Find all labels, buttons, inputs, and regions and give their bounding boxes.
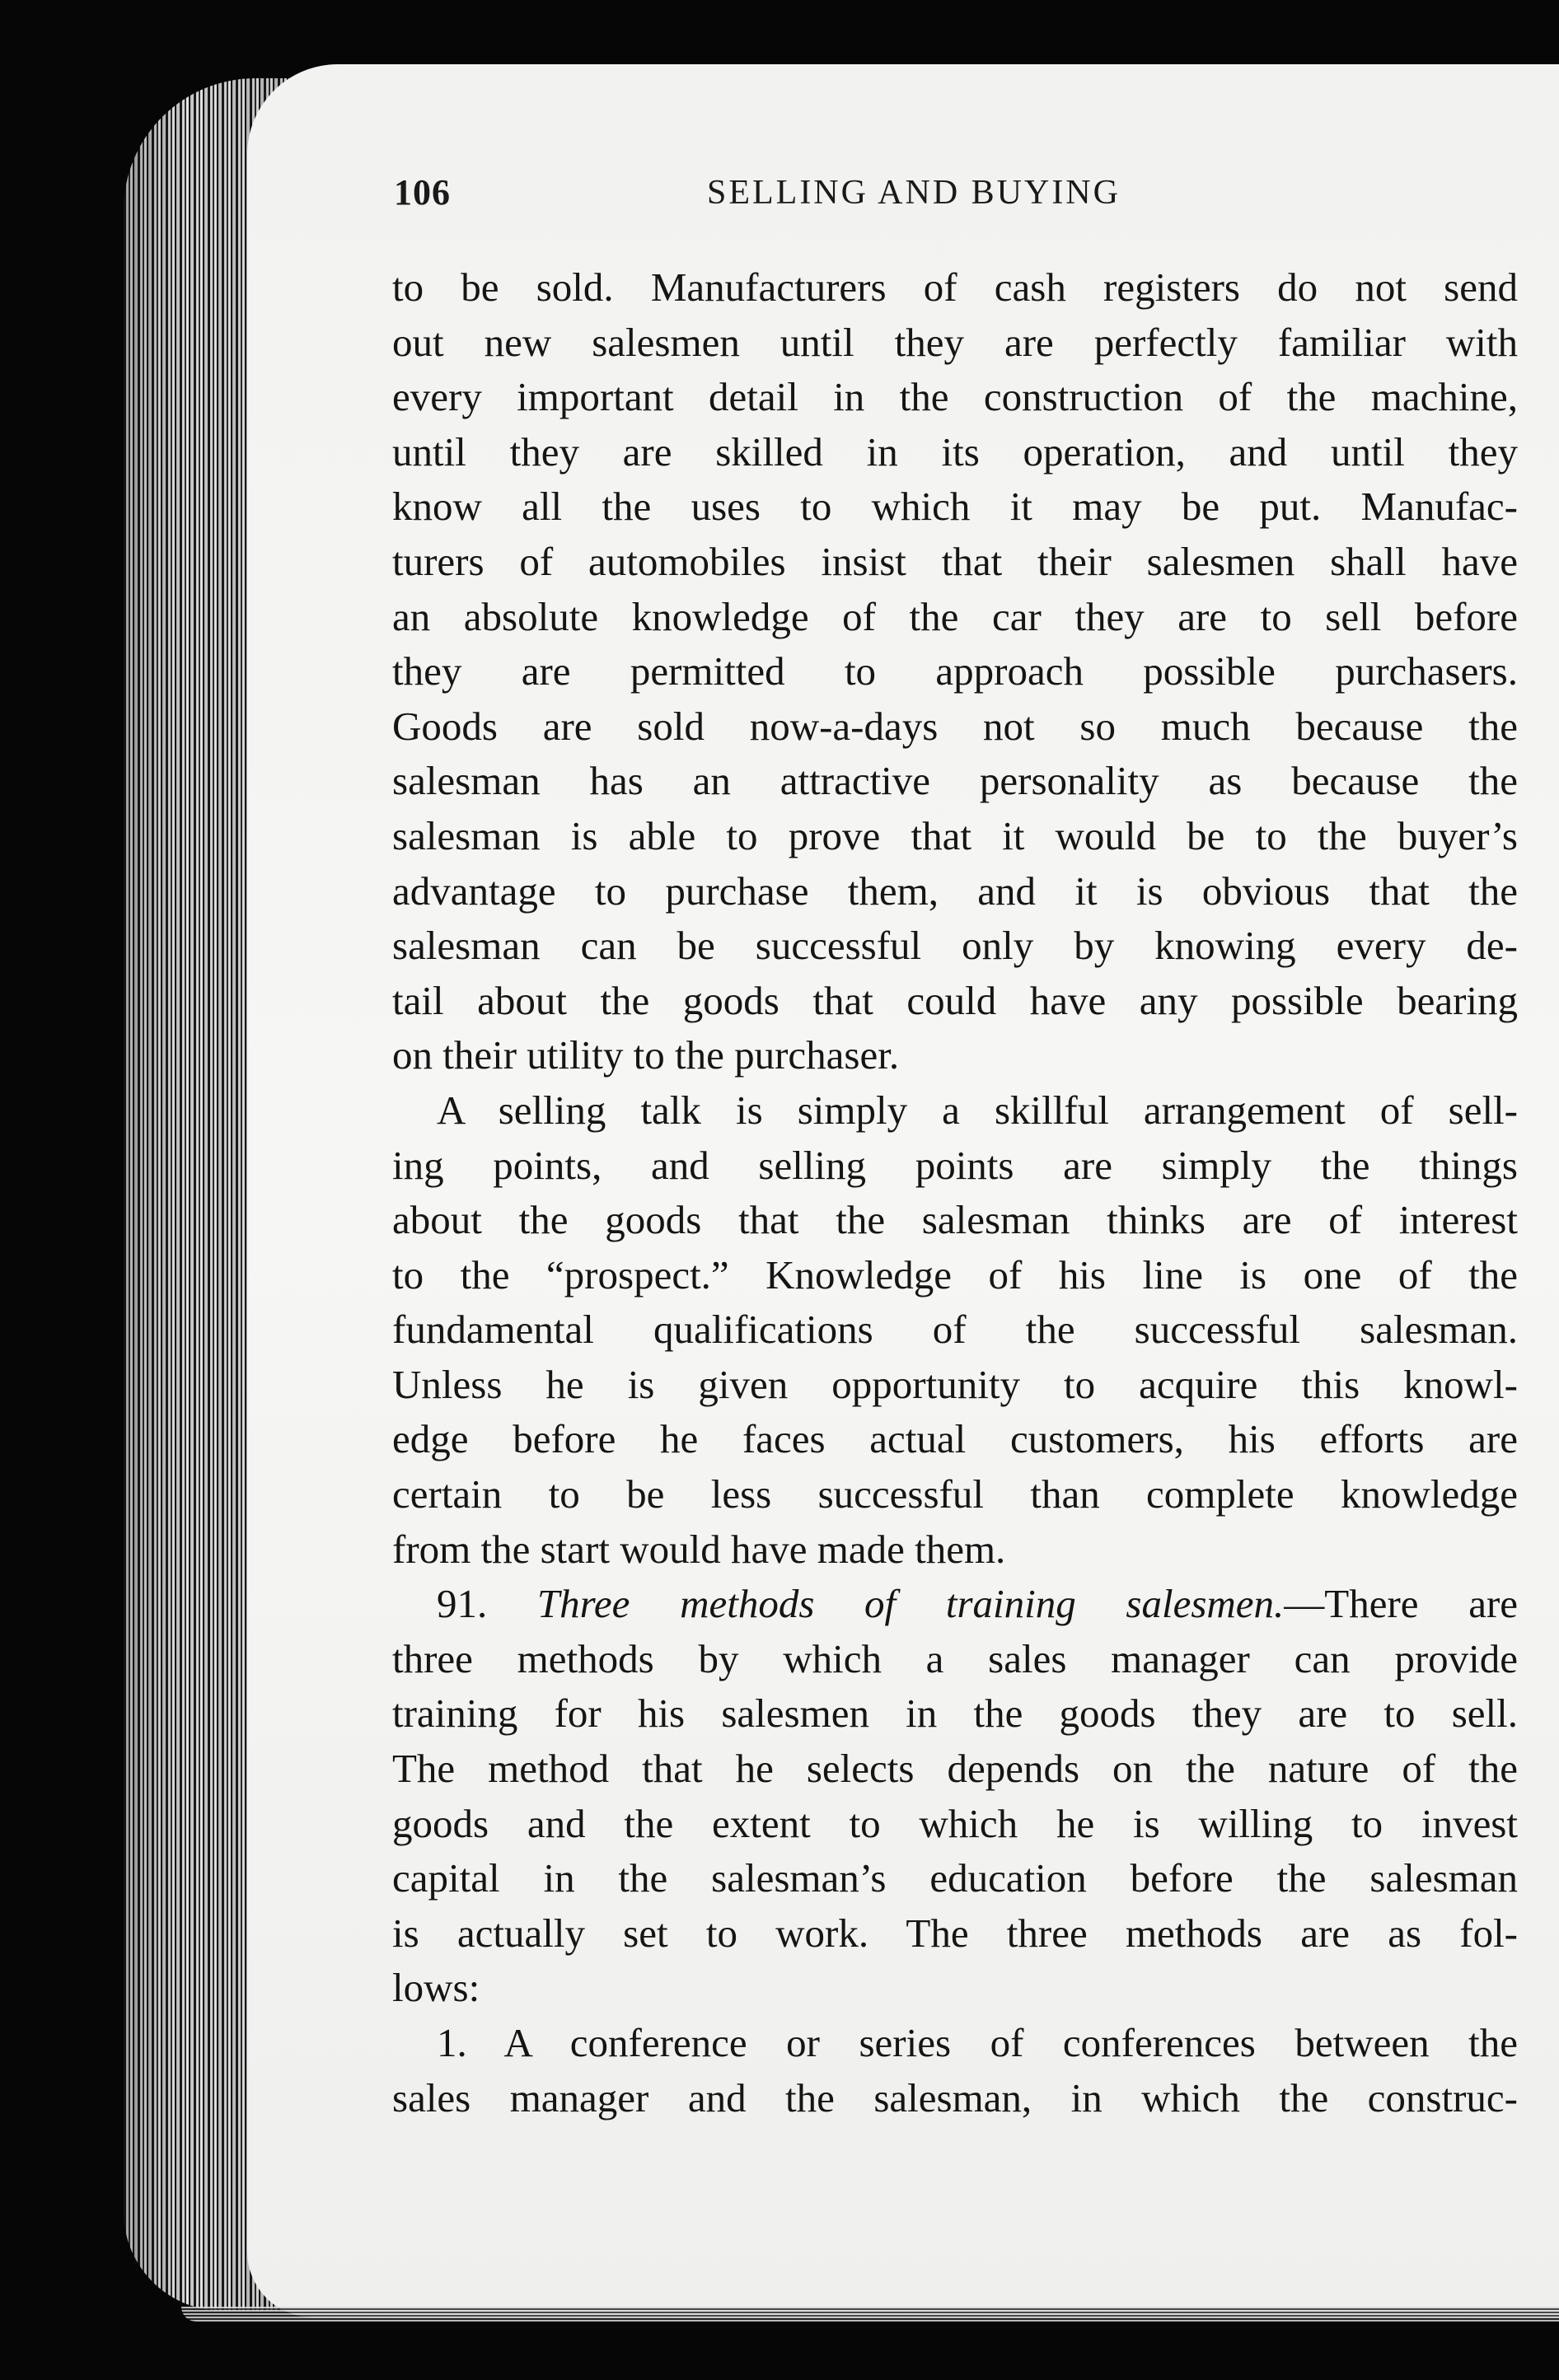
text-line: sales manager and the salesman, in which the construc- <box>392 2074 1518 2120</box>
text-line: edge before he faces actual customers, his efforts are <box>392 1416 1518 1462</box>
text-line: capital in the salesman’s education before the salesman <box>392 1855 1518 1901</box>
text-line: salesman is able to prove that it would be to the buyer’s <box>392 812 1518 858</box>
text-line: ing points, and selling points are simply the things <box>392 1142 1518 1188</box>
section-number: 91. <box>437 1581 488 1627</box>
text-line: know all the uses to which it may be put. Manufac- <box>392 484 1518 530</box>
text-line: is actually set to work. The three methods are as fol- <box>392 1910 1518 1956</box>
text-line: advantage to purchase them, and it is obvious that the <box>392 867 1518 914</box>
text-line: A selling talk is simply a skillful arrangement of sell- <box>437 1087 1518 1133</box>
text-line: Unless he is given opportunity to acquire this knowl- <box>392 1361 1518 1407</box>
text-line: goods and the extent to which he is willing to invest <box>392 1800 1518 1846</box>
text-line: tail about the goods that could have any possible bearing <box>392 977 1518 1023</box>
list-item-line: 1. A conference or series of conferences between the <box>437 2020 1518 2065</box>
text-line: every important detail in the construction of the machine, <box>392 374 1518 420</box>
text-line: until they are skilled in its operation, and until they <box>392 428 1518 475</box>
text-line: they are permitted to approach possible purchasers. <box>392 648 1518 694</box>
text-line: Goods are sold now-a-days not so much because the <box>392 703 1518 749</box>
page-header <box>394 171 1515 229</box>
text-line: The method that he selects depends on the nature of the <box>392 1746 1518 1792</box>
section-lead-text: —There are <box>1284 1581 1519 1627</box>
text-line: certain to be less successful than complete knowledge <box>392 1471 1518 1517</box>
text-line: turers of automobiles insist that their salesmen shall have <box>392 538 1518 584</box>
section-title: Three methods of training salesmen. <box>536 1581 1285 1627</box>
text-line: from the start would have made them. <box>392 1526 1006 1572</box>
text-line: salesman has an attractive personality as because the <box>392 758 1518 804</box>
text-line: three methods by which a sales manager can provide <box>392 1635 1518 1681</box>
text-line: training for his salesmen in the goods they are to sell. <box>392 1690 1518 1737</box>
text-line: to the “prospect.” Knowledge of his line is one of the <box>392 1251 1518 1298</box>
text-line: fundamental qualifications of the successful salesman. <box>392 1307 1518 1353</box>
page-bottom-edge <box>181 2307 1559 2322</box>
running-head: SELLING AND BUYING <box>707 174 1121 212</box>
text-line: salesman can be successful only by knowing every de- <box>392 923 1518 969</box>
text-line: to be sold. Manufacturers of cash registers do not send <box>392 264 1518 310</box>
text-line: about the goods that the salesman thinks are of interest <box>392 1197 1518 1243</box>
text-line: out new salesmen until they are perfectly familiar with <box>392 319 1518 365</box>
page-number: 106 <box>394 172 451 213</box>
text-line: on their utility to the purchaser. <box>392 1032 900 1078</box>
section-heading-line <box>392 1577 1518 1632</box>
body-text <box>392 260 1518 2125</box>
text-line: an absolute knowledge of the car they are to sell before <box>392 593 1518 639</box>
text-line: lows: <box>392 1965 480 2011</box>
